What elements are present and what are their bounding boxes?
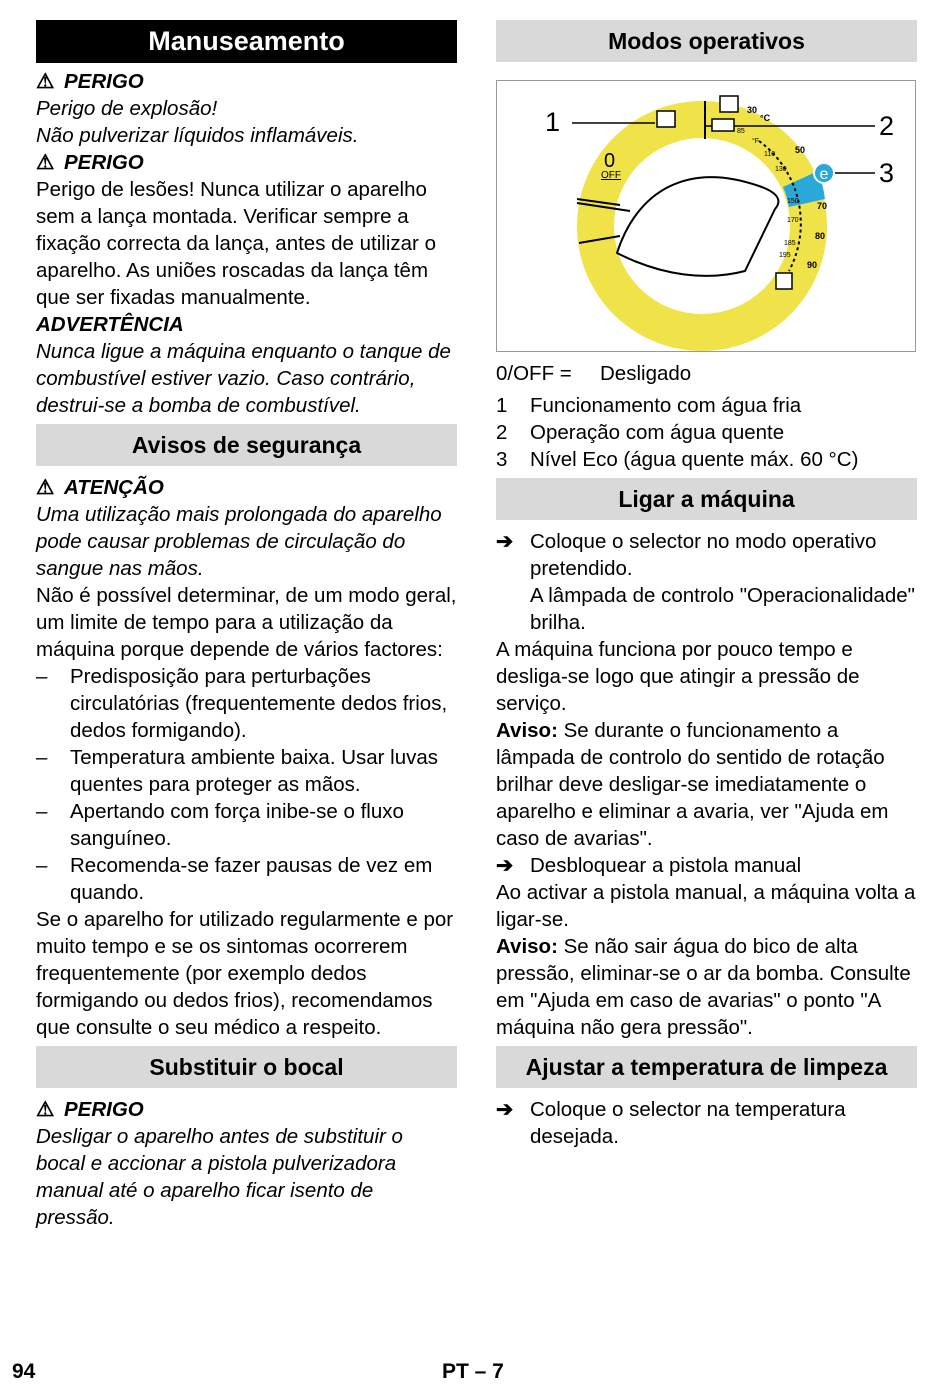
section-heading-ajustar: Ajustar a temperatura de limpeza: [496, 1046, 917, 1088]
scale-c-30: 30: [747, 105, 758, 115]
warning-triangle-icon: ⚠: [36, 151, 55, 174]
scale-f-185: 185: [784, 240, 796, 247]
legend-off: 0/OFF = Desligado: [496, 362, 692, 385]
legend-item: 3 Nível Eco (água quente máx. 60 °C): [496, 448, 859, 471]
scale-c-90: 90: [807, 260, 818, 270]
danger-text: Desligar o aparelho antes de substituir o bocal e accionar a pistola pulverizadora manual até o aparelho ficar isento de pressão.: [36, 1125, 403, 1229]
paragraph: Ao activar a pistola manual, a máquina volta a ligar-se.: [496, 881, 916, 931]
selector-dial-illustration: [497, 81, 915, 351]
section-heading-manuseamento: Manuseamento: [36, 20, 457, 63]
arrow-icon: ➔: [496, 530, 514, 553]
list-item: – Temperatura ambiente baixa. Usar luvas quentes para proteger as mãos.: [36, 746, 439, 796]
warning-label: ADVERTÊNCIA: [36, 313, 184, 336]
danger-label: ⚠ PERIGO: [36, 151, 144, 174]
page-number: 94: [12, 1360, 36, 1383]
right-column: [496, 20, 917, 1150]
instruction-step: ➔ Desbloquear a pistola manual: [496, 854, 802, 877]
instruction-step: ➔ Coloque o selector no modo operativo pretendido.: [496, 530, 877, 580]
list-item: – Apertando com força inibe-se o fluxo sanguíneo.: [36, 800, 404, 850]
unit-fahrenheit: °F: [752, 138, 760, 145]
eco-label: e: [819, 166, 829, 183]
callout-1: 1: [545, 107, 561, 137]
note-paragraph: Aviso: Se durante o funcionamento a lâmpada de controlo do sentido de rotação brilhar deve desligar-se imediatamente o aparelho e eliminar a avaria, ver "Ajuda em caso de avarias".: [496, 719, 889, 850]
paragraph: A máquina funciona por pouco tempo e desliga-se logo que atingir a pressão de serviço.: [496, 638, 860, 715]
arrow-icon: ➔: [496, 854, 514, 877]
scale-c-50: 50: [795, 145, 806, 155]
caution-label: ⚠ ATENÇÃO: [36, 476, 164, 499]
hot-water-icon: [720, 96, 738, 112]
scale-c-70: 70: [817, 201, 828, 211]
callout-2: 2: [879, 111, 895, 141]
left-column: [36, 20, 457, 1231]
legend-item: 2 Operação com água quente: [496, 421, 785, 444]
warning-triangle-icon: ⚠: [36, 70, 55, 93]
paragraph: Não é possível determinar, de um modo geral, um limite de tempo para a utilização da máquina porque depende de vários factores:: [36, 584, 457, 661]
off-position-number: 0: [604, 150, 616, 172]
dash-list: [36, 663, 457, 906]
danger-text: Perigo de explosão! Não pulverizar líquidos inflamáveis.: [36, 97, 359, 147]
danger-label: ⚠ PERIGO: [36, 70, 144, 93]
scale-f-170: 170: [787, 217, 799, 224]
danger-text: Perigo de lesões! Nunca utilizar o aparelho sem a lança montada. Verificar sempre a fixação correcta da lança, antes de utilizar o aparelho. As uniões roscadas da lança têm que ser fixadas manualmente.: [36, 178, 436, 309]
scale-f-110: 110: [764, 151, 776, 158]
section-heading-avisos: Avisos de segurança: [36, 424, 457, 466]
list-item: – Recomenda-se fazer pausas de vez em quando.: [36, 854, 433, 904]
caution-text: Uma utilização mais prolongada do aparelho pode causar problemas de circulação do sangue nas mãos.: [36, 503, 442, 580]
scale-f-195: 195: [779, 252, 791, 259]
scale-c-80: 80: [815, 231, 826, 241]
warning-text: Nunca ligue a máquina enquanto o tanque de combustível estiver vazio. Caso contrário, destrui-se a bomba de combustível.: [36, 340, 451, 417]
step-result: A lâmpada de controlo "Operacionalidade" brilha.: [530, 584, 915, 634]
selector-dial-figure: [496, 80, 916, 352]
unit-celsius: °C: [760, 113, 771, 123]
section-heading-ligar: Ligar a máquina: [496, 478, 917, 520]
scale-f-130: 130: [775, 166, 787, 173]
arrow-icon: ➔: [496, 1098, 514, 1121]
instruction-step: ➔ Coloque o selector na temperatura desejada.: [496, 1098, 846, 1148]
section-heading-substituir: Substituir o bocal: [36, 1046, 457, 1088]
legend-item: 1 Funcionamento com água fria: [496, 394, 802, 417]
warning-triangle-icon: ⚠: [36, 476, 55, 499]
danger-label: ⚠ PERIGO: [36, 1098, 144, 1121]
cold-water-icon: [657, 111, 675, 127]
off-position-label: OFF: [601, 170, 621, 181]
scale-f-150: 150: [787, 198, 799, 205]
scale-f-85: 85: [737, 128, 745, 135]
language-page-label: PT – 7: [442, 1360, 504, 1383]
thermometer-icon: [776, 273, 792, 289]
callout-3: 3: [879, 158, 895, 188]
section-heading-modos: Modos operativos: [496, 20, 917, 62]
list-item: – Predisposição para perturbações circulatórias (frequentemente dedos frios, dedos formigando).: [36, 665, 448, 742]
note-paragraph: Aviso: Se não sair água do bico de alta pressão, eliminar-se o ar da bomba. Consulte em "Ajuda em caso de avarias" o ponto "A máquina não gera pressão".: [496, 935, 911, 1039]
burner-icon: [712, 119, 734, 131]
paragraph: Se o aparelho for utilizado regularmente e por muito tempo e se os sintomas ocorrerem frequentemente (por exemplo dedos formigando ou dedos frios), recomendamos que consulte o seu médico a respeito.: [36, 908, 454, 1039]
warning-triangle-icon: ⚠: [36, 1098, 55, 1121]
